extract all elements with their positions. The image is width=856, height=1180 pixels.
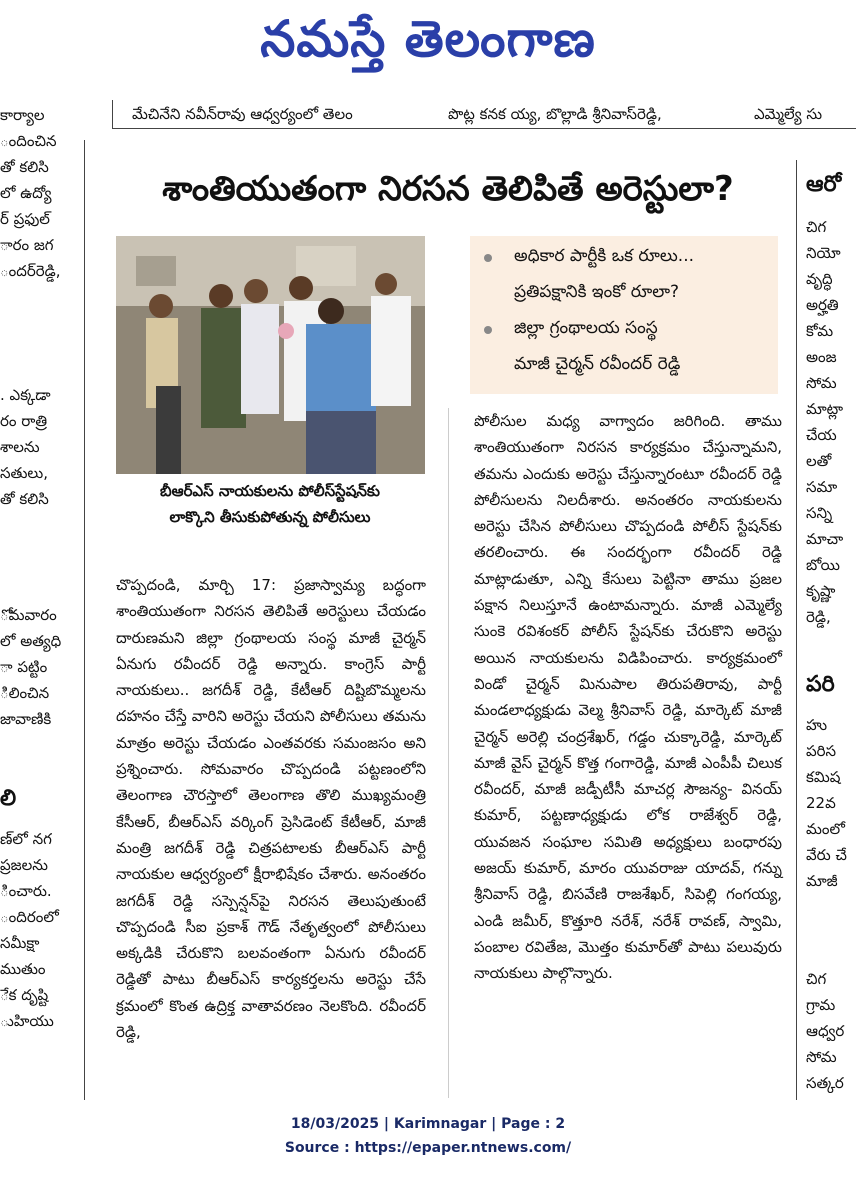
text-line: వేరు చే xyxy=(806,846,847,864)
section-heading: లి xyxy=(0,786,17,811)
text-line: ోమవారం xyxy=(0,606,57,624)
text-line: . ఎక్కడా xyxy=(0,386,51,404)
article-headline: శాంతియుతంగా నిరసన తెలిపితే అరెస్టులా? xyxy=(162,169,734,209)
right-column-block-3 xyxy=(806,966,856,1096)
text-line: సోమ xyxy=(806,1048,837,1066)
section-heading: పరి xyxy=(806,672,835,697)
text-line: ిలించిన xyxy=(0,684,50,702)
right-column-heading-1 xyxy=(806,170,856,200)
strip-divider xyxy=(112,128,856,129)
highlight-line: జిల్లా గ్రంథాలయ సంస్థ xyxy=(514,318,658,338)
text-line: ఆధ్వర xyxy=(806,1022,845,1040)
article-body-column-1: చొప్పదండి, మార్చి 17: ప్రజాస్వామ్య బద్ధంగా శాంతియుతంగా నిరసన తెలిపితే అరెస్టులు చేయడం దారుణమని జిల్లా గ్రంథాలయ సంస్థ మాజీ చైర్మన్ ఏనుగు రవీందర్ రెడ్డి అన్నారు. కాంగ్రెస్ పార్టీ నాయకులు.. జగదీశ్ రెడ్డి, కేటీఆర్ దిష్టిబొమ్మలను దహనం చేస్తే వారిని అరెస్టు చేయని పోలీసులు తమను మాత్రం అరెస్టు చేయడం ఎంతవరకు సమంజసం అని ప్రశ్నించారు. సోమవారం చొప్పదండి పట్టణంలోని తెలంగాణ చౌరస్తాలో తెలంగాణ తొలి ముఖ్యమంత్రి కేసీఆర్, బీఆర్‌ఎస్ వర్కింగ్ ప్రెసిడెంట్ కేటీఆర్, మాజీ మంత్రి జగదీశ్ రెడ్డి చిత్రపటాలకు బీఆర్‌ఎస్ పార్టీ నాయకుల ఆధ్వర్యంలో క్షీరాభిషేకం చేశారు. అనంతరం జగదీశ్ రెడ్డి సస్పెన్షన్‌పై నిరసన తెలుపుతుంటే చొప్పదండి సీఐ ప్రకాశ్ గౌడ్ నేతృత్వంలో పోలీసులు అక్కడికి చేరుకొని బలవంతంగా ఏనుగు రవీందర్ రెడ్డితో పాటు బీఆర్‌ఎస్ కార్యకర్తలను అరెస్టు చేసే క్రమంలో కొంత ఉద్రిక్త వాతావరణం నెలకొంది. రవీందర్ రెడ్డి, xyxy=(116,576,426,1042)
highlight-line: అధికార పార్టీకి ఒక రూలు... xyxy=(514,246,694,266)
text-line: మాజీ xyxy=(806,872,838,890)
column-rule xyxy=(84,140,85,1100)
text-line: సమా xyxy=(806,478,838,496)
text-line: రం రాత్రి xyxy=(0,412,48,430)
text-line: ేక దృష్టి xyxy=(0,986,49,1004)
text-line: మంలో xyxy=(806,820,845,838)
footer-edition-info: 18/03/2025 | Karimnagar | Page : 2 xyxy=(290,1116,566,1132)
text-line: సతులు, xyxy=(0,464,48,482)
right-column-block-2 xyxy=(806,712,856,894)
text-line: లో ఉద్యో xyxy=(0,184,52,202)
footer-source: Source : https://epaper.ntnews.com/ xyxy=(284,1140,572,1156)
text-line: ించారు. xyxy=(0,882,52,900)
text-line: వృద్ధి xyxy=(806,270,833,288)
text-line: ుహియు xyxy=(0,1012,54,1030)
text-line: మాట్లా xyxy=(806,400,844,418)
text-line: తో కలిసి xyxy=(0,158,49,176)
text-line: మాచా xyxy=(806,530,844,548)
bullet-icon xyxy=(484,326,492,334)
news-photo xyxy=(116,236,425,474)
text-line: ణ్‌లో నగ xyxy=(0,830,52,848)
highlight-line: మాజీ చైర్మన్ రవీందర్ రెడ్డి xyxy=(514,354,681,374)
article-body-column-2: పోలీసుల మధ్య వాగ్వాదం జరిగింది. తాము శాంతియుతంగా నిరసన కార్యక్రమం చేస్తున్నామని, తమను ఎందుకు అరెస్టు చేస్తున్నారంటూ రవీందర్ రెడ్డి పోలీసులను నిలదీశారు. అనంతరం నాయకులను అరెస్టు చేసిన పోలీసులు చొప్పదండి పోలీస్ స్టేషన్‌కు తరలించారు. ఈ సందర్భంగా రవీందర్ రెడ్డి మాట్లాడుతూ, ఎన్ని కేసులు పెట్టినా తాము ప్రజల పక్షాన నిలుస్తూనే ఉంటామన్నారు. మాజీ ఎమ్మెల్యే సుంకె రవిశంకర్ పోలీస్ స్టేషన్‌కు చేరుకొని అరెస్టు అయిన నాయకులను విడిపించారు. కార్యక్రమంలో విండో చైర్మన్ మినుపాల తిరుపతిరావు, పార్టీ మండలాధ్యక్షుడు వెల్మ శ్రీనివాస్ రెడ్డి, మార్కెట్ మాజీ చైర్మన్ అరెల్లి చంద్రశేఖర్, గడ్డం చుక్కారెడ్డి, మార్కెట్ మాజీ వైస్ చైర్మన్ కొత్త గంగారెడ్డి, మాజీ ఎంపీపీ చిలుక రవీందర్, మాజీ జడ్పీటీసీ మాచర్ల సౌజన్య- వినయ్ కుమార్, పట్టణాధ్యక్షుడు లోక రాజేశ్వర్ రెడ్డి, యువజన సంఘాల సమితి అధ్యక్షులు బంధారపు అజయ్ కుమార్, మారం యువరాజు యాదవ్, గన్ను శ్రీనివాస్ రెడ్డి, బిసవేణి రాజశేఖర్, సిపెల్లి గంగయ్య, ఎండి జమీర్, కొత్తూరి నరేశ్, నరేశ్ రావణ్, స్వామి, పంబాల రవితేజ, మొత్తం కుమార్‌తో పాటు పలువురు నాయకులు పాల్గొన్నారు. xyxy=(474,412,782,983)
text-line: లో అత్యధి xyxy=(0,632,62,650)
text-line: కమిష xyxy=(806,768,841,786)
photo-illustration xyxy=(116,236,425,474)
text-line: ందర్‌రెడ్డి, xyxy=(0,262,61,280)
text-line: పరిస xyxy=(806,742,837,760)
text-line: శాలను xyxy=(0,438,40,456)
column-rule xyxy=(448,408,449,1098)
masthead xyxy=(0,0,856,95)
text-line: కృష్ణా xyxy=(806,582,836,600)
text-line: నియో xyxy=(806,244,841,262)
text-line: కోమ xyxy=(806,322,834,340)
text-line: సమీక్షా xyxy=(0,934,40,952)
text-line: ందించిన xyxy=(0,132,57,150)
text-line: ప్రజలను xyxy=(0,856,48,874)
strip-text-left: మేచినేని నవీన్‌రావు ఆధ్వర్యంలో తెలం xyxy=(132,105,353,123)
caption-line: బీఆర్‌ఎస్ నాయకులను పోలీస్‌స్టేషన్‌కు xyxy=(160,482,380,500)
right-column-heading-2 xyxy=(806,670,856,700)
text-line: జావాణికి xyxy=(0,710,52,728)
column-rule xyxy=(112,100,113,128)
right-column-block-1 xyxy=(806,214,856,630)
text-line: సత్కర xyxy=(806,1074,844,1092)
photo-caption xyxy=(112,478,428,530)
text-line: రెడ్డి, xyxy=(806,608,831,626)
strip-text-right: ఎమ్మెల్యే సు xyxy=(754,105,823,123)
caption-line: లాక్కొని తీసుకుపోతున్న పోలీసులు xyxy=(169,508,371,526)
text-line: ా పట్టిం xyxy=(0,658,48,676)
left-column-heading xyxy=(0,784,70,814)
strip-text-middle: పొట్ల కనక య్య, బొల్లాడి శ్రీనివాస్‌రెడ్డి, xyxy=(448,105,662,123)
highlight-line: ప్రతిపక్షానికి ఇంకో రూలా? xyxy=(514,282,680,302)
left-column-block-1 xyxy=(0,102,70,284)
text-line: చిగ xyxy=(806,970,827,988)
text-line: సన్ని xyxy=(806,504,833,522)
left-column-block-4 xyxy=(0,826,70,1034)
text-line: చేయ xyxy=(806,426,837,444)
text-line: ందిరంలో xyxy=(0,908,59,926)
text-line: సోమ xyxy=(806,374,837,392)
text-line: తో కలిసి xyxy=(0,490,49,508)
text-line: లతో xyxy=(806,452,832,470)
text-line: చిగ xyxy=(806,218,827,236)
left-column-block-3 xyxy=(0,602,70,732)
text-line: అర్హతి xyxy=(806,296,839,314)
text-line: ముతుం xyxy=(0,960,46,978)
highlight-box xyxy=(470,236,778,394)
section-heading: ఆరో xyxy=(806,172,842,197)
text-line: కార్యాల xyxy=(0,106,45,124)
column-rule xyxy=(796,160,797,1100)
text-line: గ్రామ xyxy=(806,996,836,1014)
left-column-block-2 xyxy=(0,382,70,512)
text-line: ారం జగ xyxy=(0,236,54,254)
newspaper-title: నమస్తే తెలంగాణ xyxy=(260,10,596,68)
text-line: అంజ xyxy=(806,348,837,366)
bullet-icon xyxy=(484,254,492,262)
text-line: హు xyxy=(806,716,828,734)
text-line: ర్ ప్రఫుల్ xyxy=(0,210,50,228)
text-line: బోయి xyxy=(806,556,840,574)
text-line: 22వ xyxy=(806,794,836,812)
